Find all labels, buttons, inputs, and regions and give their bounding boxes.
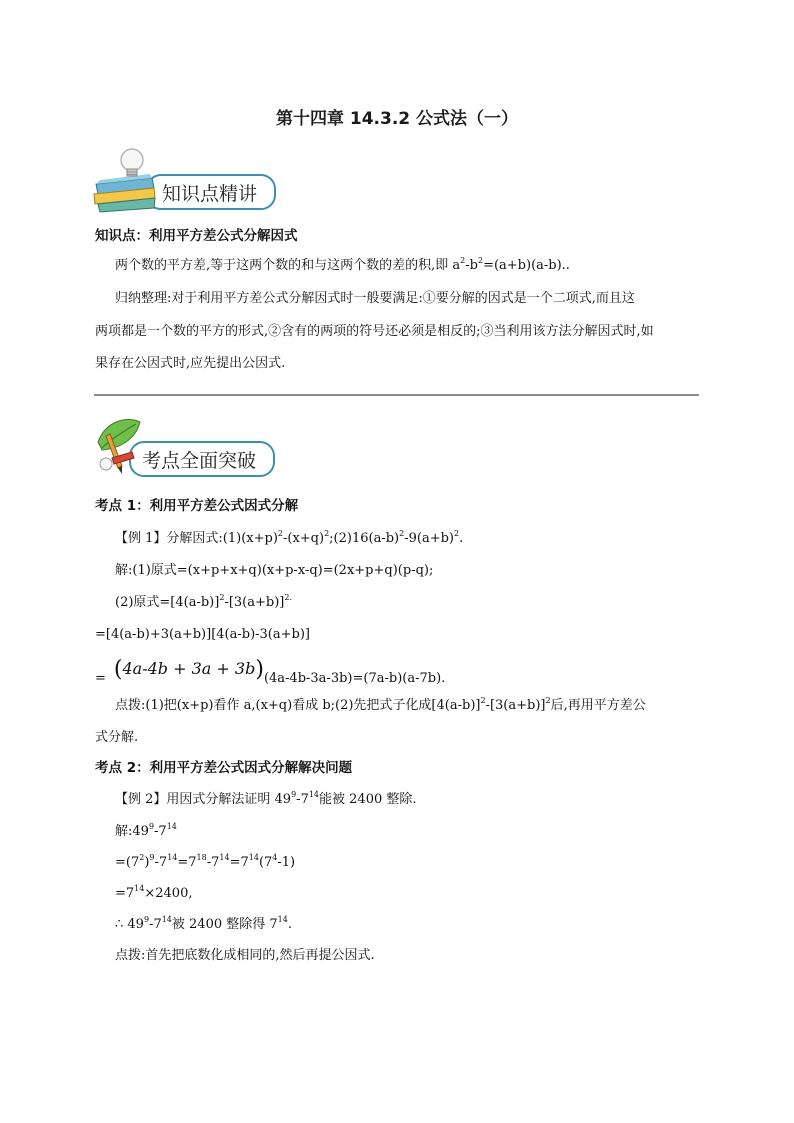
pencil-leaf-icon — [92, 412, 282, 484]
page-title: 第十四章 14.3.2 公式法（一） — [275, 109, 519, 129]
summary-line-1: 归纳整理:对于利用平方差公式分解因式时一般要满足:①要分解的因式是一个二项式,而且这 — [115, 291, 635, 306]
example1-solution-2: (2)原式$=[4(a-b)]^2-[3(a+b)]^{2.}$ — [115, 593, 292, 610]
svg-text:考点全面突破: 考点全面突破 — [142, 450, 257, 472]
knowledge-formula-text: 两个数的平方差,等于这两个数的和与这两个数的差的积,即 $a^2-b^2=(a+b)(a-b)$.. — [115, 256, 570, 273]
example2-tip: 点拨:首先把底数化成相同的,然后再提公因式. — [115, 948, 375, 963]
knowledge-section-badge — [92, 142, 282, 214]
exam1-heading: 考点 1：利用平方差公式因式分解 — [95, 498, 299, 514]
example1-statement: 【例 1】分解因式$:(1)(x+p)^2-(x+q)^2;(2)16(a-b)^2-9(a+b)^2$. — [115, 529, 464, 546]
example2-conclusion: ∴ $49^9-7^{14}$被 2400 整除得 $7^{14}$. — [115, 915, 292, 932]
example2-statement: 【例 2】用因式分解法证明 $49^9-7^{14}$能被 2400 整除. — [115, 790, 417, 807]
example1-solution-1: 解:(1)原式=(x+p+x+q)(x+p-x-q)=(2x+p+q)(p-q); — [115, 563, 434, 578]
example1-solution-4: = (4a-4b + 3a + 3b)(4a-4b-3a-3b)=(7a-b)(a-7b). — [95, 657, 446, 686]
example2-solution-1: 解$:49^9-7^{14}$ — [115, 822, 177, 839]
exam2-heading: 考点 2：利用平方差公式因式分解解决问题 — [95, 760, 353, 776]
example1-tip-line-1: 点拨:(1)把(x+p)看作 a,(x+q)看成 b;(2)先把式子化成$[4(a-b)]^2-[3(a+b)]^2$后,再用平方差公 — [115, 696, 646, 713]
example1-solution-3: =[4(a-b)+3(a+b)][4(a-b)-3(a+b)] — [95, 627, 310, 642]
svg-text:知识点精讲: 知识点精讲 — [162, 183, 258, 205]
exam-section-badge — [92, 412, 282, 484]
books-bulb-icon — [92, 142, 282, 214]
summary-line-2: 两项都是一个数的平方的形式,②含有的两项的符号还必须是相反的;③当利用该方法分解因式时,如 — [95, 324, 654, 339]
example1-tip-line-2: 式分解. — [95, 730, 139, 745]
section-divider — [94, 394, 699, 396]
summary-line-3: 果存在公因式时,应先提出公因式. — [95, 356, 286, 371]
example2-solution-3: $=7^{14}\times 2400$, — [115, 884, 193, 901]
knowledge-heading: 知识点：利用平方差公式分解因式 — [95, 228, 298, 244]
example2-solution-2: $=(7^2)^9-7^{14}=7^{18}-7^{14}=7^{14}(7^4-1)$ — [115, 853, 296, 870]
